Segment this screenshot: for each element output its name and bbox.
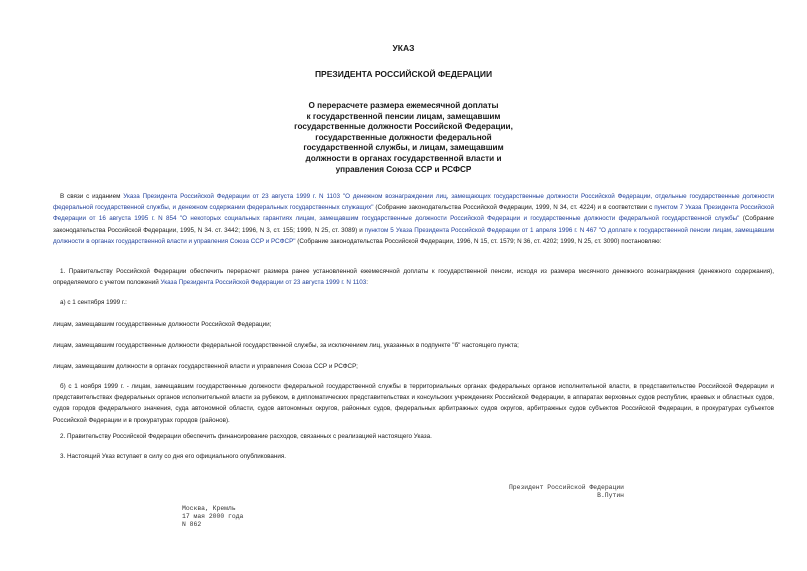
title-line: О перерасчете размера ежемесячной доплаты	[308, 101, 499, 110]
signatory-name: В.Путин	[597, 492, 624, 499]
signature-block	[500, 484, 624, 500]
title-line: государственной службы, и лицам, замещавшим	[303, 143, 504, 153]
preamble-text: В связи с изданием	[60, 193, 124, 200]
paragraph-3: 3. Настоящий Указ вступает в силу со дня его официального опубликования.	[60, 453, 287, 460]
subparagraph-a-item-1: лицам, замещавшим государственные должности Российской Федерации;	[53, 321, 272, 328]
link-decree-1103[interactable]: Указа Президента Российской Федерации от 23 августа 1999 г. N 1103 "О денежном вознаграждении лиц, замещающих государственные должности Российской Федерации, отдельные государственные должности федеральной государственной службы, и денежном содержании федеральных государственных служащих"	[53, 193, 774, 212]
signing-place: Москва, Кремль	[182, 505, 236, 512]
link-decree-467[interactable]: пунктом 5 Указа Президента Российской Федерации от 1 апреля 1996 г. N 467 "О доплате к государственной пенсии лицам, замещавшим должности в органах государственной власти и управления Союза ССР и РСФСР"	[53, 226, 774, 245]
paragraph-2: 2. Правительству Российской Федерации обеспечить финансирование расходов, связанных с реализацией настоящего Указа.	[60, 433, 432, 440]
decree-label: УКАЗ	[392, 43, 415, 53]
subparagraph-a-item-2: лицам, замещавшим государственные должности федеральной государственной службы, за исключением лиц, указанных в подпункте "б" настоящего пункта;	[53, 342, 519, 349]
issuer-heading: ПРЕЗИДЕНТА РОССИЙСКОЙ ФЕДЕРАЦИИ	[314, 69, 493, 79]
subparagraph-b: б) с 1 ноября 1999 г. - лицам, замещавшим государственные должности федеральной государственной службы в территориальных органах федеральных органов исполнительной власти, в представительстве Российской Федерации и представительствах федеральных органов исполнительной власти за рубежом, в дипломатических представительствах и консульских учреждениях Российской Федерации, в аппаратах верховных судов республик, краевых и областных судов, судов городов федерального значения, суда автономной области, судов автономных округов, районных судов, федеральных арбитражных судов округов, арбитражных судов субъектов Российской Федерации, в прокуратурах субъектов Российской Федерации и в прокуратурах городов (районов).	[53, 383, 774, 424]
link-decree-1103-ref[interactable]: Указа Президента Российской Федерации от 23 августа 1999 г. N 1103	[160, 279, 367, 287]
subparagraph-a: а) с 1 сентября 1999 г.:	[60, 299, 127, 306]
preamble-text: (Собрание законодательства Российской Федерации, 1996, N 15, ст. 1579; N 36, ст. 4202; 1999, N 25, ст. 3090) постановляю:	[295, 237, 662, 245]
paragraph-1	[53, 266, 774, 288]
document-title	[250, 101, 557, 175]
subparagraph-a-item-3: лицам, замещавшим должности в органах государственной власти и управления Союза ССР и РСФСР;	[53, 363, 358, 370]
paragraph-text: 1. Правительству Российской Федерации обеспечить перерасчет размера ранее установленной ежемесячной доплаты к государственной пенсии, исходя из размера месячного денежного вознаграждения (денежного содержания), определяемого с учетом положений	[53, 268, 774, 287]
link-decree-854[interactable]: пунктом 7 Указа Президента Российской Федерации от 16 августа 1995 г. N 854 "О некоторых социальных гарантиях лицам, замещавшим государственные должности Российской Федерации и государственные должности федеральной государственной службы"	[53, 204, 775, 223]
place-date-block	[182, 505, 243, 529]
paragraph-text: :	[366, 279, 368, 287]
signatory-title: Президент Российской Федерации	[508, 484, 624, 491]
signing-date: 17 мая 2000 года	[182, 513, 244, 520]
preamble-paragraph	[53, 191, 774, 247]
preamble-text: (Собрание законодательства Российской Федерации, 1999, N 34, ст. 4224) и в соответствии с	[373, 204, 655, 212]
title-line: государственные должности федеральной	[315, 132, 492, 142]
title-line: должности в органах государственной власти и	[305, 153, 502, 163]
title-line: государственные должности Российской Федерации,	[294, 122, 513, 132]
decree-number: N 862	[182, 521, 202, 528]
preamble-text: (Собрание законодательства Российской Федерации, 1995, N 34. ст. 3442; 1996, N 3, ст. 155; 1999, N 25, ст. 3089) и	[53, 215, 774, 234]
title-line: управления Союза ССР и РСФСР	[335, 164, 472, 174]
title-line: к государственной пенсии лицам, замещавшим	[306, 111, 501, 121]
